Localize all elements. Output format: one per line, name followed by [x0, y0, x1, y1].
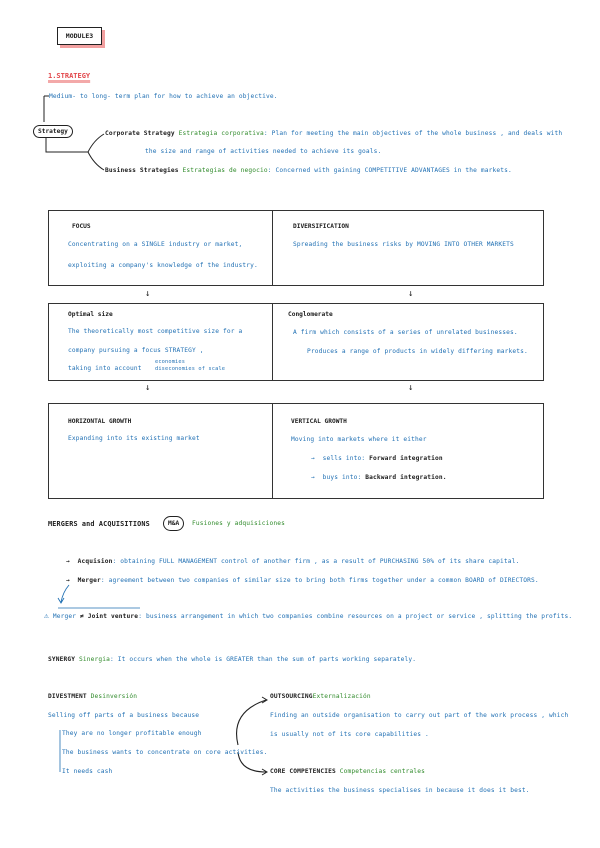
outsourcing-line-1: Finding an outside organisation to carry out part of the work process , which [270, 712, 569, 719]
divestment-reason-1: They are no longer profitable enough [62, 730, 202, 737]
optimal-line-3: taking into account [68, 365, 142, 372]
focus-line-1: Concentrating on a SINGLE industry or market, [68, 241, 243, 248]
optimal-line-1: The theoretically most competitive size for a [68, 328, 243, 335]
outsourcing-line-2: is usually not of its core capabilities . [270, 731, 429, 738]
core-competencies-line-1: The activities the business specialises in because it does it best. [270, 787, 530, 794]
vertical-backward: → buys into: Backward integration. [311, 474, 447, 481]
down-arrow-icon: ↓ [145, 383, 151, 393]
corporate-text-1: : Plan for meeting the main objectives of the whole business , and deals with [263, 130, 563, 137]
acquisition-line: → Acquision: obtaining FULL MANAGEMENT control of another firm , as a result of PURCHASING 50% of its share capital. [66, 558, 520, 565]
mergers-heading: MERGERS and ACQUISITIONS [48, 520, 150, 528]
divestment-reason-2: The business wants to concentrate on core activities. [62, 749, 268, 756]
corporate-label: Corporate Strategy [105, 130, 175, 137]
focus-title: FOCUS [72, 223, 91, 230]
mergers-es: Fusiones y adquisiciones [192, 520, 286, 527]
conglomerate-box [272, 303, 544, 381]
optimal-line-2: company pursuing a focus STRATEGY , [68, 347, 204, 354]
divestment-reason-3: It needs cash [62, 768, 113, 775]
corporate-strategy [105, 130, 562, 137]
down-arrow-icon: ↓ [145, 289, 151, 299]
vertical-line-1: Moving into markets where it either [291, 436, 427, 443]
business-text: : Concerned with gaining COMPETITIVE ADVANTAGES in the markets. [267, 167, 512, 174]
synergy-line: SYNERGY Sinergia: It occurs when the whole is GREATER than the sum of parts working separately. [48, 656, 417, 663]
joint-venture-line: ⚠ Merger ≠ Joint venture: business arrangement in which two companies combine resources on a project or service , splitting the profits. [44, 611, 573, 620]
optimal-size-title: Optimal size [68, 311, 113, 318]
optimal-diseconomies: diseconomies of scale [155, 366, 226, 372]
diversification-title: DIVERSIFICATION [293, 223, 349, 230]
optimal-size-box [48, 303, 274, 381]
vertical-growth-title: VERTICAL GROWTH [291, 418, 347, 425]
horizontal-growth-title: HORIZONTAL GROWTH [68, 418, 132, 425]
business-es: Estrategias de negocio [182, 167, 268, 174]
outsourcing-heading: OUTSOURCINGExternalización [270, 693, 371, 700]
horizontal-line-1: Expanding into its existing market [68, 435, 200, 442]
strategy-definition: Medium- to long- term plan for how to achieve an objective. [49, 93, 278, 100]
horizontal-growth-box [48, 403, 274, 499]
divestment-heading: DIVESTMENT Desinversión [48, 693, 138, 700]
optimal-economies: economies [155, 359, 186, 365]
vertical-forward: → sells into: Forward integration [311, 455, 443, 462]
conglomerate-line-2: Produces a range of products in widely differing markets. [307, 348, 528, 355]
core-competencies-heading: CORE COMPETENCIES Competencias centrales [270, 768, 426, 775]
warning-icon: ⚠ [44, 611, 49, 620]
business-label: Business Strategies [105, 167, 179, 174]
strategy-heading: 1.STRATEGY [48, 72, 91, 80]
strategy-label: Strategy [33, 125, 73, 138]
vertical-growth-box [272, 403, 544, 499]
focus-box [48, 210, 274, 286]
business-strategies [105, 167, 512, 174]
diversification-box [272, 210, 544, 286]
conglomerate-line-1: A firm which consists of a series of unrelated businesses. [293, 329, 518, 336]
focus-line-2: exploiting a company's knowledge of the industry. [68, 262, 258, 269]
module-title: MODULE3 [57, 27, 102, 45]
ma-badge: M&A [163, 516, 184, 531]
conglomerate-title: Conglomerate [288, 311, 333, 318]
diversification-line-1: Spreading the business risks by MOVING INTO OTHER MARKETS [293, 241, 514, 248]
divestment-line-1: Selling off parts of a business because [48, 712, 200, 719]
down-arrow-icon: ↓ [408, 383, 414, 393]
corporate-text-2: the size and range of activities needed to achieve its goals. [145, 148, 382, 155]
down-arrow-icon: ↓ [408, 289, 414, 299]
corporate-es: Estrategia corporativa [178, 130, 264, 137]
merger-line: → Merger: agreement between two companies of similar size to bring both firms together under a common BOARD of DIRECTORS. [66, 577, 539, 584]
